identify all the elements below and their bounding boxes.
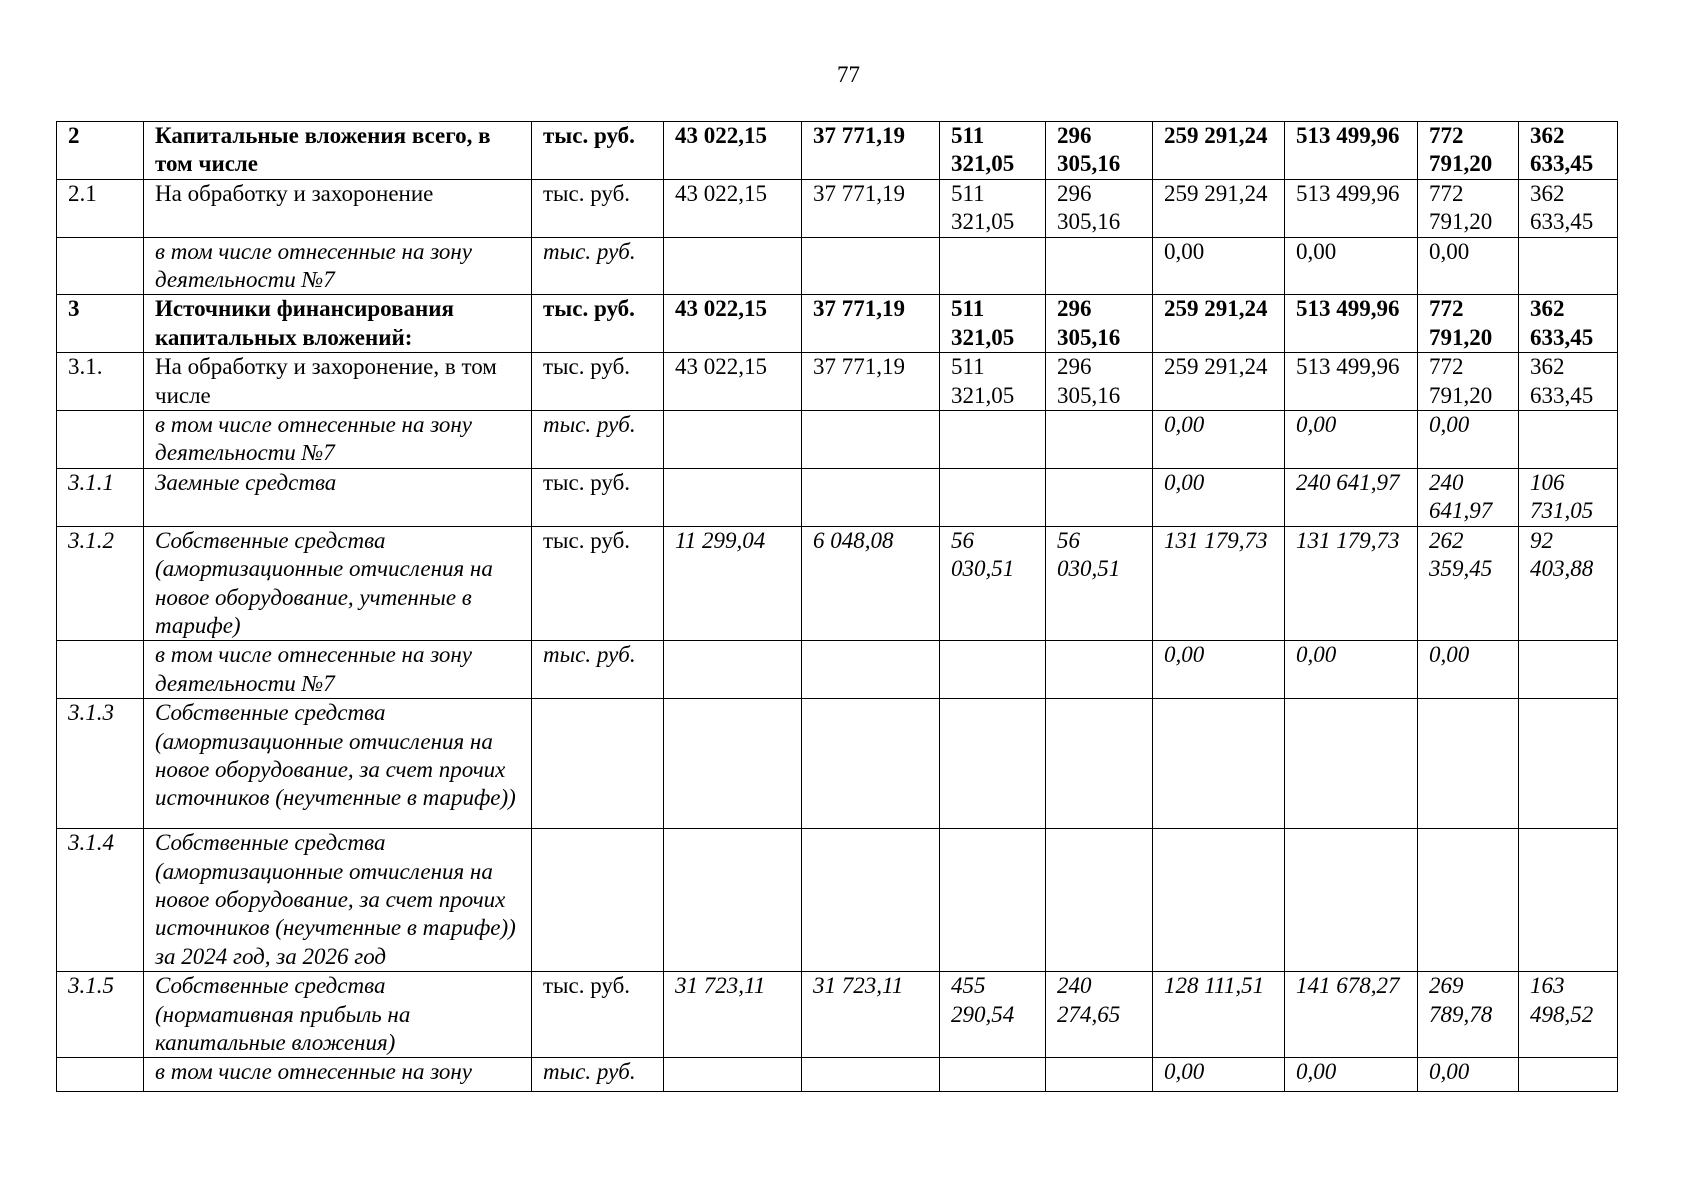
cell-value-1 xyxy=(664,411,802,469)
cell-unit: тыс. руб. xyxy=(532,1058,664,1092)
table-row xyxy=(57,468,1618,526)
cell-value-2 xyxy=(802,468,940,526)
cell-value-4: 296 305,16 xyxy=(1046,353,1153,411)
cell-value-7: 262 359,45 xyxy=(1418,526,1519,641)
cell-value-3: 511 321,05 xyxy=(940,122,1046,180)
cell-value-2 xyxy=(802,641,940,699)
cell-value-7: 0,00 xyxy=(1418,411,1519,469)
cell-value-7 xyxy=(1418,829,1519,972)
cell-row-name: Капитальные вложения всего, в том числе xyxy=(144,122,532,180)
cell-value-5: 0,00 xyxy=(1153,641,1285,699)
cell-row-number: 3.1.1 xyxy=(57,468,144,526)
cell-row-number: 2 xyxy=(57,122,144,180)
cell-row-name: Источники финансирования капитальных вложений: xyxy=(144,295,532,353)
cell-value-3 xyxy=(940,237,1046,295)
cell-row-name: Собственные средства (амортизационные отчисления на новое оборудование, за счет прочих источников (неучтенные в тарифе)) xyxy=(144,699,532,829)
cell-value-2 xyxy=(802,411,940,469)
cell-value-8: 106 731,05 xyxy=(1519,468,1618,526)
cell-value-3 xyxy=(940,411,1046,469)
table-row xyxy=(57,122,1618,180)
cell-value-8: 362 633,45 xyxy=(1519,179,1618,237)
cell-value-6: 513 499,96 xyxy=(1285,122,1418,180)
cell-value-3 xyxy=(940,468,1046,526)
cell-value-1: 43 022,15 xyxy=(664,295,802,353)
cell-row-number: 3.1.4 xyxy=(57,829,144,972)
cell-unit xyxy=(532,829,664,972)
table-row xyxy=(57,699,1618,829)
cell-value-5: 0,00 xyxy=(1153,468,1285,526)
cell-row-number: 3.1.3 xyxy=(57,699,144,829)
cell-value-8: 362 633,45 xyxy=(1519,353,1618,411)
cell-unit xyxy=(532,699,664,829)
cell-value-7: 772 791,20 xyxy=(1418,295,1519,353)
cell-value-2: 37 771,19 xyxy=(802,122,940,180)
table-row xyxy=(57,353,1618,411)
cell-value-8 xyxy=(1519,699,1618,829)
table-body xyxy=(57,122,1618,1092)
cell-value-1 xyxy=(664,829,802,972)
cell-value-5: 0,00 xyxy=(1153,237,1285,295)
table-row xyxy=(57,1058,1618,1092)
cell-row-name: На обработку и захоронение xyxy=(144,179,532,237)
cell-value-4: 296 305,16 xyxy=(1046,295,1153,353)
cell-value-6: 131 179,73 xyxy=(1285,526,1418,641)
cell-value-8: 362 633,45 xyxy=(1519,122,1618,180)
table-row xyxy=(57,179,1618,237)
cell-value-6: 0,00 xyxy=(1285,1058,1418,1092)
cell-value-7: 240 641,97 xyxy=(1418,468,1519,526)
cell-value-4 xyxy=(1046,411,1153,469)
cell-row-name: Собственные средства (амортизационные отчисления на новое оборудование, учтенные в тарифе) xyxy=(144,526,532,641)
cell-value-3 xyxy=(940,829,1046,972)
cell-row-name: в том числе отнесенные на зону деятельности №7 xyxy=(144,641,532,699)
cell-value-2 xyxy=(802,237,940,295)
cell-unit: тыс. руб. xyxy=(532,122,664,180)
table-row xyxy=(57,526,1618,641)
cell-value-6 xyxy=(1285,699,1418,829)
table-row xyxy=(57,641,1618,699)
cell-value-1: 43 022,15 xyxy=(664,179,802,237)
cell-value-3: 455 290,54 xyxy=(940,972,1046,1058)
cell-value-4 xyxy=(1046,468,1153,526)
cell-value-3: 511 321,05 xyxy=(940,295,1046,353)
cell-value-4: 240 274,65 xyxy=(1046,972,1153,1058)
cell-value-6: 513 499,96 xyxy=(1285,295,1418,353)
cell-value-8 xyxy=(1519,411,1618,469)
cell-unit: тыс. руб. xyxy=(532,526,664,641)
cell-value-2: 37 771,19 xyxy=(802,353,940,411)
cell-value-8: 163 498,52 xyxy=(1519,972,1618,1058)
cell-value-3 xyxy=(940,699,1046,829)
cell-value-3: 56 030,51 xyxy=(940,526,1046,641)
cell-value-4 xyxy=(1046,699,1153,829)
cell-row-name: На обработку и захоронение, в том числе xyxy=(144,353,532,411)
capital-investment-table xyxy=(56,121,1618,1092)
cell-value-1: 11 299,04 xyxy=(664,526,802,641)
table-row xyxy=(57,829,1618,972)
cell-value-8: 362 633,45 xyxy=(1519,295,1618,353)
cell-value-8: 92 403,88 xyxy=(1519,526,1618,641)
cell-row-name: Собственные средства (нормативная прибыль на капитальные вложения) xyxy=(144,972,532,1058)
cell-value-7: 0,00 xyxy=(1418,237,1519,295)
cell-value-5: 259 291,24 xyxy=(1153,295,1285,353)
cell-unit: тыс. руб. xyxy=(532,237,664,295)
cell-value-1: 43 022,15 xyxy=(664,122,802,180)
cell-value-8 xyxy=(1519,237,1618,295)
cell-value-5: 0,00 xyxy=(1153,411,1285,469)
cell-value-1 xyxy=(664,1058,802,1092)
cell-unit: тыс. руб. xyxy=(532,411,664,469)
cell-value-1 xyxy=(664,699,802,829)
cell-row-number xyxy=(57,237,144,295)
cell-value-5: 128 111,51 xyxy=(1153,972,1285,1058)
cell-row-number xyxy=(57,1058,144,1092)
table-row xyxy=(57,237,1618,295)
cell-value-5 xyxy=(1153,829,1285,972)
cell-unit: тыс. руб. xyxy=(532,179,664,237)
cell-value-6: 0,00 xyxy=(1285,237,1418,295)
cell-unit: тыс. руб. xyxy=(532,972,664,1058)
cell-value-7: 772 791,20 xyxy=(1418,179,1519,237)
cell-row-name: в том числе отнесенные на зону xyxy=(144,1058,532,1092)
cell-value-5: 0,00 xyxy=(1153,1058,1285,1092)
cell-row-name: в том числе отнесенные на зону деятельности №7 xyxy=(144,411,532,469)
cell-unit: тыс. руб. xyxy=(532,468,664,526)
cell-value-7: 772 791,20 xyxy=(1418,353,1519,411)
cell-value-4 xyxy=(1046,641,1153,699)
page-number: 77 xyxy=(837,62,860,87)
table-row xyxy=(57,972,1618,1058)
cell-value-2 xyxy=(802,699,940,829)
cell-value-6: 0,00 xyxy=(1285,641,1418,699)
table-row xyxy=(57,411,1618,469)
cell-value-8 xyxy=(1519,829,1618,972)
cell-value-4 xyxy=(1046,1058,1153,1092)
cell-value-4: 296 305,16 xyxy=(1046,179,1153,237)
cell-value-5: 259 291,24 xyxy=(1153,179,1285,237)
cell-row-name: в том числе отнесенные на зону деятельности №7 xyxy=(144,237,532,295)
cell-row-number: 3.1. xyxy=(57,353,144,411)
cell-value-7: 772 791,20 xyxy=(1418,122,1519,180)
cell-value-8 xyxy=(1519,641,1618,699)
cell-unit: тыс. руб. xyxy=(532,353,664,411)
cell-row-number xyxy=(57,641,144,699)
cell-value-3 xyxy=(940,641,1046,699)
cell-value-4: 56 030,51 xyxy=(1046,526,1153,641)
cell-value-1 xyxy=(664,237,802,295)
cell-value-4 xyxy=(1046,829,1153,972)
cell-value-2 xyxy=(802,1058,940,1092)
cell-value-6: 141 678,27 xyxy=(1285,972,1418,1058)
cell-row-name: Собственные средства (амортизационные отчисления на новое оборудование, за счет прочих источников (неучтенные в тарифе)) за 2024 год, за 2026 год xyxy=(144,829,532,972)
cell-value-7 xyxy=(1418,699,1519,829)
cell-value-2: 6 048,08 xyxy=(802,526,940,641)
cell-value-1: 43 022,15 xyxy=(664,353,802,411)
cell-value-8 xyxy=(1519,1058,1618,1092)
cell-value-7: 0,00 xyxy=(1418,641,1519,699)
cell-value-6: 240 641,97 xyxy=(1285,468,1418,526)
cell-value-5 xyxy=(1153,699,1285,829)
cell-value-1 xyxy=(664,468,802,526)
cell-row-number xyxy=(57,411,144,469)
cell-row-name: Заемные средства xyxy=(144,468,532,526)
cell-value-6: 513 499,96 xyxy=(1285,353,1418,411)
cell-value-5: 131 179,73 xyxy=(1153,526,1285,641)
cell-value-2: 37 771,19 xyxy=(802,179,940,237)
cell-value-6: 513 499,96 xyxy=(1285,179,1418,237)
cell-row-number: 2.1 xyxy=(57,179,144,237)
cell-value-2 xyxy=(802,829,940,972)
cell-value-1 xyxy=(664,641,802,699)
cell-unit: тыс. руб. xyxy=(532,295,664,353)
cell-row-number: 3.1.2 xyxy=(57,526,144,641)
cell-value-3: 511 321,05 xyxy=(940,353,1046,411)
cell-value-5: 259 291,24 xyxy=(1153,353,1285,411)
cell-value-7: 269 789,78 xyxy=(1418,972,1519,1058)
table-row xyxy=(57,295,1618,353)
cell-value-4: 296 305,16 xyxy=(1046,122,1153,180)
cell-value-4 xyxy=(1046,237,1153,295)
cell-row-number: 3 xyxy=(57,295,144,353)
cell-value-6: 0,00 xyxy=(1285,411,1418,469)
cell-value-7: 0,00 xyxy=(1418,1058,1519,1092)
cell-value-1: 31 723,11 xyxy=(664,972,802,1058)
cell-value-2: 37 771,19 xyxy=(802,295,940,353)
cell-value-3: 511 321,05 xyxy=(940,179,1046,237)
cell-value-5: 259 291,24 xyxy=(1153,122,1285,180)
cell-value-6 xyxy=(1285,829,1418,972)
cell-value-2: 31 723,11 xyxy=(802,972,940,1058)
cell-value-3 xyxy=(940,1058,1046,1092)
cell-row-number: 3.1.5 xyxy=(57,972,144,1058)
cell-unit: тыс. руб. xyxy=(532,641,664,699)
